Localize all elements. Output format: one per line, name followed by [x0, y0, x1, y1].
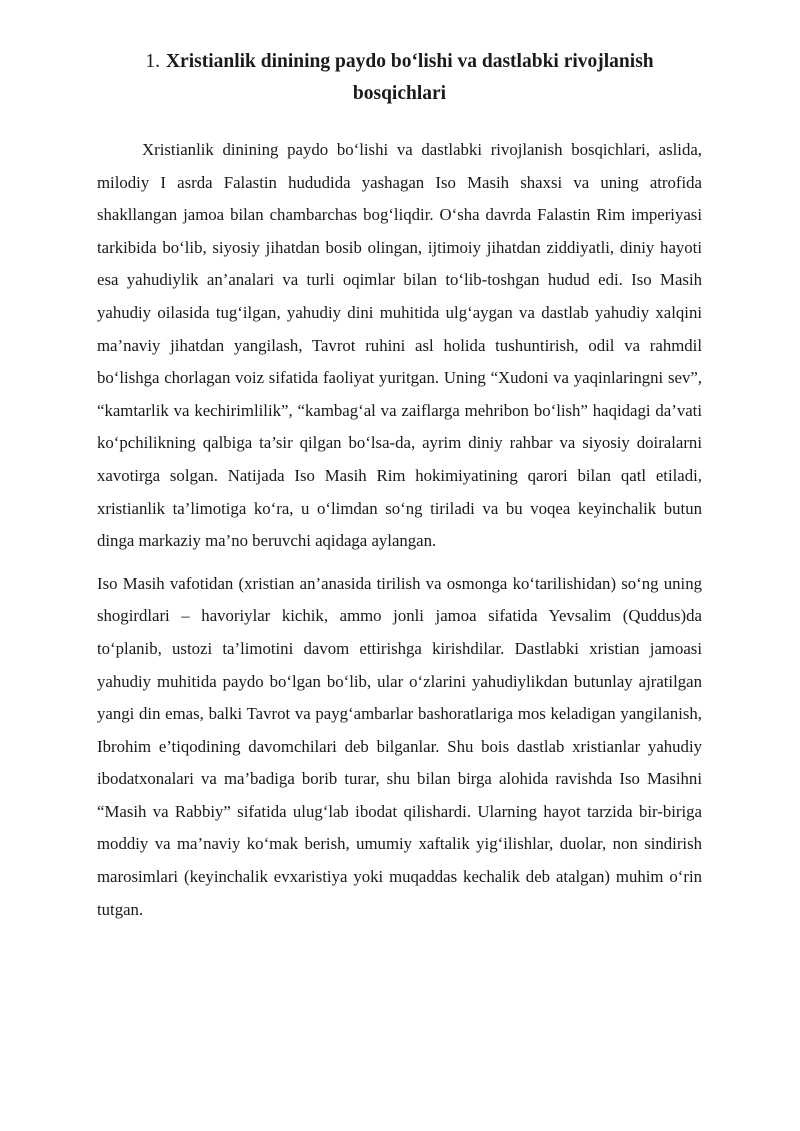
section-heading — [97, 46, 702, 110]
paragraph-2: Iso Masih vafotidan (xristian an’anasida tirilish va osmonga ko‘tarilishidan) so‘ng uning shogirdlari – havoriylar kichik, ammo jonli jamoa sifatida Yevsalim (Quddus)da to‘planib, ustozi ta’limotini davom ettirishga kirishdilar. Dastlabki xristian jamoasi yahudiy muhitida paydo bo‘lgan bo‘lib, ular o‘zlarini yahudiylikdan butunlay ajratilgan yangi din emas, balki Tavrot va payg‘ambarlar bashoratlariga mos keladigan yangilanish, Ibrohim e’tiqodining davomchilari deb bilganlar. Shu bois dastlab xristianlar yahudiy ibodatxonalari va ma’badiga borib turar, shu bilan birga alohida ravishda Iso Masihni “Masih va Rabbiy” sifatida ulug‘lab ibodat qilishardi. Ularning hayot tarzida bir-biriga moddiy va ma’naviy ko‘mak berish, umumiy xaftalik yig‘ilishlar, duolar, non sindirish marosimlari (keyinchalik evxaristiya yoki muqaddas kechalik deb atalgan) muhim o‘rin tutgan. — [97, 573, 702, 919]
section-number: 1. — [145, 51, 160, 72]
paragraph-1: Xristianlik dinining paydo bo‘lishi va dastlabki rivojlanish bosqichlari, aslida, milodiy I asrda Falastin hududida yashagan Iso Masih shaxsi va uning atrofida shakllangan jamoa bilan chambarchas bog‘liqdir. O‘sha davrda Falastin Rim imperiyasi tarkibida bo‘lib, siyosiy jihatdan bosib olingan, ijtimoiy jihatdan ziddiyatli, diniy hayoti esa yahudiylik an’analari va turli oqimlar bilan to‘lib-toshgan hudud edi. Iso Masih yahudiy oilasida tug‘ilgan, yahudiy dini muhitida ulg‘aygan va dastlab yahudiy xalqini ma’naviy jihatdan yangilash, Tavrot ruhini asl holida tushuntirish, odil va rahmdil bo‘lishga chorlagan voiz sifatida faoliyat yuritgan. Uning “Xudoni va yaqinlaringni sev”, “kamtarlik va kechirimlilik”, “kambag‘al va zaiflarga mehribon bo‘lish” haqidagi da’vati ko‘pchilikning qalbiga ta’sir qilgan bo‘lsa-da, ayrim diniy rahbar va siyosiy doiralarni xavotirga solgan. Natijada Iso Masih Rim hokimiyatining qarori bilan qatl etiladi, xristianlik ta’limotiga ko‘ra, u o‘limdan so‘ng tiriladi va bu voqea keyinchalik butun dinga markaziy ma’no beruvchi aqidaga aylangan. — [97, 140, 702, 551]
section-title: Xristianlik dinining paydo bo‘lishi va dastlabki rivojlanish bosqichlari — [165, 51, 654, 104]
document-page — [97, 46, 702, 926]
paragraph-gap — [97, 558, 702, 568]
